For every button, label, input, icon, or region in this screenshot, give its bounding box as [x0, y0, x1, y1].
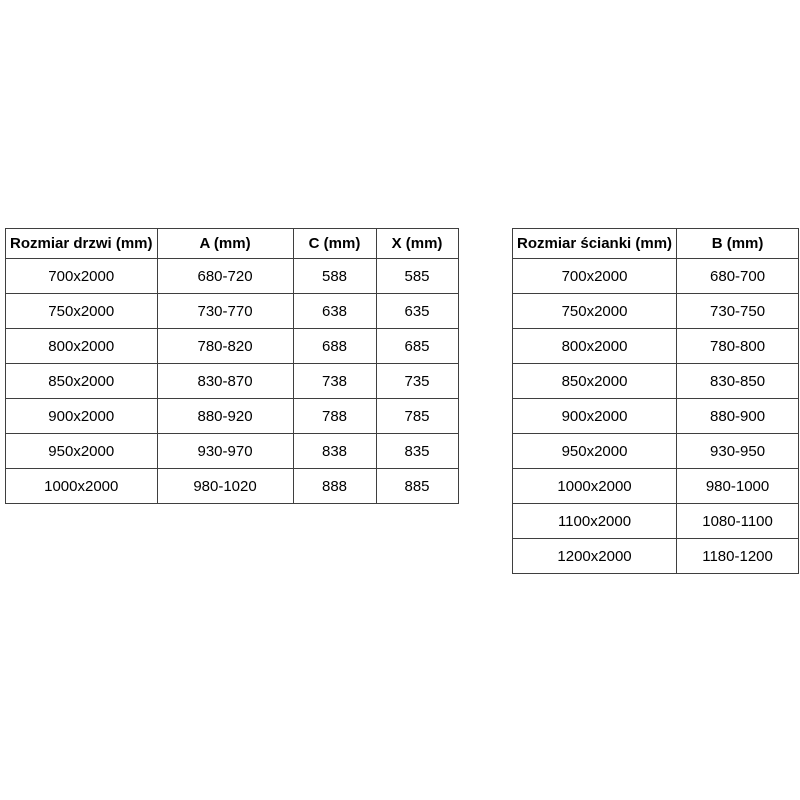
- table-row: [513, 259, 799, 294]
- table-row: [513, 434, 799, 469]
- table-row: [6, 329, 459, 364]
- table-cell: 700x2000: [513, 259, 677, 294]
- table-cell: 588: [293, 259, 376, 294]
- table-cell: 680-720: [157, 259, 293, 294]
- table-cell: 930-970: [157, 434, 293, 469]
- table-cell: 688: [293, 329, 376, 364]
- table-cell: 738: [293, 364, 376, 399]
- table-cell: 980-1020: [157, 469, 293, 504]
- table-cell: 730-750: [677, 294, 799, 329]
- table-cell: 785: [376, 399, 458, 434]
- table-cell: 788: [293, 399, 376, 434]
- table-cell: 1000x2000: [513, 469, 677, 504]
- table-cell: 1200x2000: [513, 539, 677, 574]
- table-row: [513, 539, 799, 574]
- table-cell: 835: [376, 434, 458, 469]
- table-cell: 585: [376, 259, 458, 294]
- table-row: [6, 259, 459, 294]
- table-cell: 850x2000: [513, 364, 677, 399]
- table-header-row: [513, 229, 799, 259]
- table-cell: 1100x2000: [513, 504, 677, 539]
- table-row: [6, 434, 459, 469]
- table-row: [513, 399, 799, 434]
- table-cell: 700x2000: [6, 259, 158, 294]
- table-row: [513, 504, 799, 539]
- table-cell: 638: [293, 294, 376, 329]
- table-cell: 830-850: [677, 364, 799, 399]
- table-header-cell: Rozmiar drzwi (mm): [6, 229, 158, 259]
- door-size-table: [5, 228, 459, 504]
- table-cell: 780-820: [157, 329, 293, 364]
- table-cell: 680-700: [677, 259, 799, 294]
- table-header-cell: B (mm): [677, 229, 799, 259]
- table-cell: 730-770: [157, 294, 293, 329]
- table-cell: 800x2000: [6, 329, 158, 364]
- table-header-cell: X (mm): [376, 229, 458, 259]
- table-cell: 830-870: [157, 364, 293, 399]
- table-cell: 900x2000: [6, 399, 158, 434]
- table-row: [513, 294, 799, 329]
- table-cell: 930-950: [677, 434, 799, 469]
- table-cell: 750x2000: [513, 294, 677, 329]
- table-cell: 850x2000: [6, 364, 158, 399]
- table-cell: 635: [376, 294, 458, 329]
- table-cell: 888: [293, 469, 376, 504]
- table-cell: 900x2000: [513, 399, 677, 434]
- table-cell: 800x2000: [513, 329, 677, 364]
- wall-size-table: [512, 228, 799, 574]
- table-cell: 685: [376, 329, 458, 364]
- table-cell: 885: [376, 469, 458, 504]
- table-row: [513, 364, 799, 399]
- table-cell: 780-800: [677, 329, 799, 364]
- table-row: [6, 294, 459, 329]
- table-row: [513, 329, 799, 364]
- table-row: [6, 364, 459, 399]
- table-header-row: [6, 229, 459, 259]
- table-header-cell: A (mm): [157, 229, 293, 259]
- table-cell: 950x2000: [513, 434, 677, 469]
- table-cell: 750x2000: [6, 294, 158, 329]
- table-header-cell: Rozmiar ścianki (mm): [513, 229, 677, 259]
- table-cell: 735: [376, 364, 458, 399]
- table-cell: 980-1000: [677, 469, 799, 504]
- table-cell: 1080-1100: [677, 504, 799, 539]
- table-row: [6, 469, 459, 504]
- table-cell: 1180-1200: [677, 539, 799, 574]
- table-header-cell: C (mm): [293, 229, 376, 259]
- table-cell: 880-900: [677, 399, 799, 434]
- table-cell: 838: [293, 434, 376, 469]
- table-cell: 880-920: [157, 399, 293, 434]
- table-row: [6, 399, 459, 434]
- table-cell: 1000x2000: [6, 469, 158, 504]
- table-cell: 950x2000: [6, 434, 158, 469]
- table-row: [513, 469, 799, 504]
